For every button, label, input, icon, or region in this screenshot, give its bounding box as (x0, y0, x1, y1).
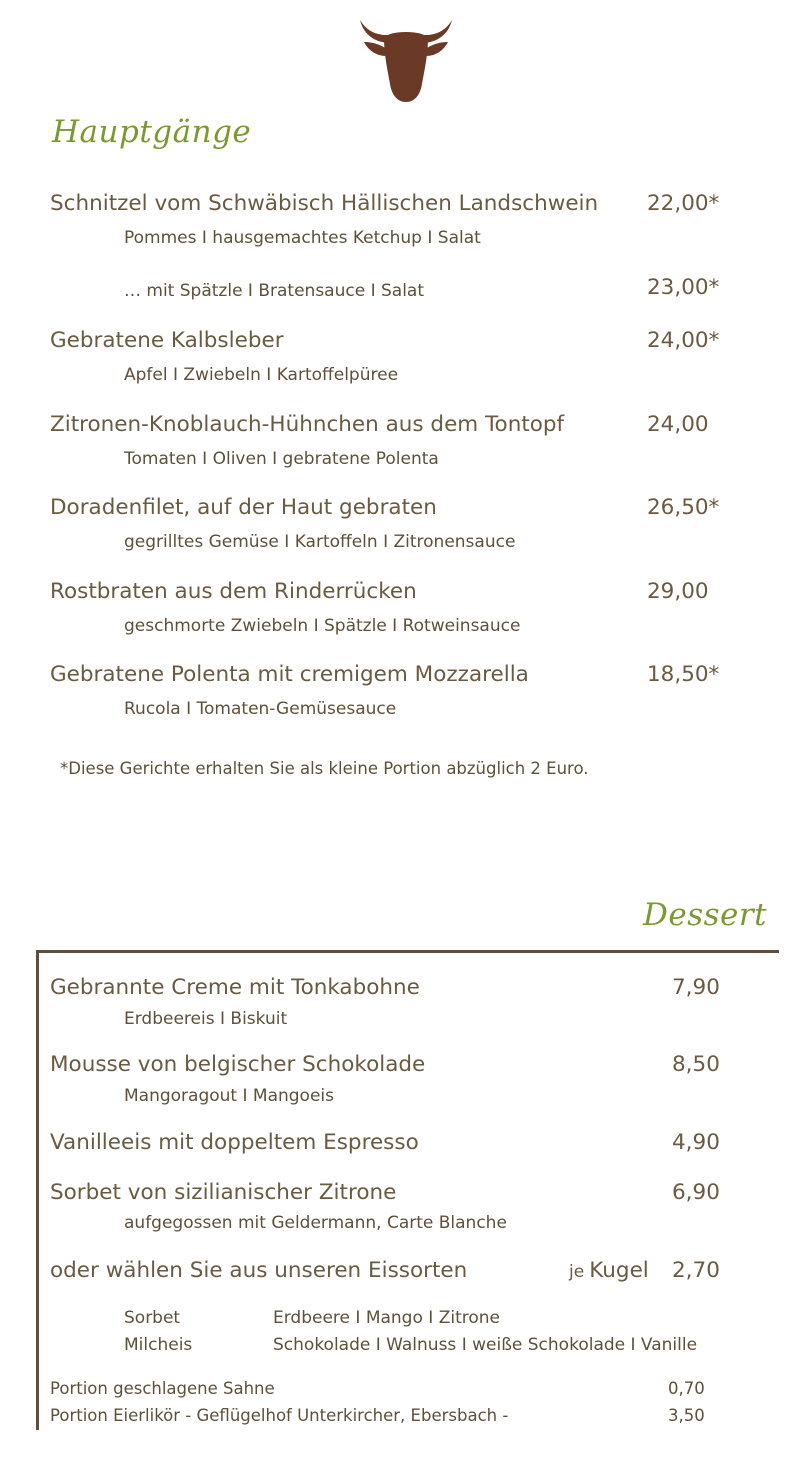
bull-head-icon (358, 16, 454, 106)
dessert-price: 8,50 (672, 1052, 720, 1077)
main-courses-title: Hauptgänge (52, 114, 252, 150)
icecream-type-label: Milcheis (124, 1335, 193, 1355)
dish-price: 29,00 (647, 579, 709, 604)
dish-price: 24,00 (647, 412, 709, 437)
dessert-name: Mousse von belgischer Schokolade (50, 1052, 426, 1077)
dish-description: Pommes I hausgemachtes Ketchup I Salat (124, 228, 481, 248)
dessert-price: 6,90 (672, 1180, 720, 1205)
small-portion-note: *Diese Gerichte erhalten Sie als kleine Portion abzüglich 2 Euro. (60, 759, 589, 778)
dish-price: 26,50* (647, 495, 720, 520)
per-scoop-prefix: je (569, 1262, 585, 1282)
dish-description: geschmorte Zwiebeln I Spätzle I Rotweinsauce (124, 616, 521, 636)
dessert-title: Dessert (643, 897, 768, 933)
icecream-price: 2,70 (672, 1258, 720, 1283)
icecream-flavors: Schokolade I Walnuss I weiße Schokolade I Vanille (273, 1335, 698, 1355)
dish-name: Rostbraten aus dem Rinderrücken (50, 579, 417, 604)
icecream-type-label: Sorbet (124, 1308, 181, 1328)
extra-item: Portion Eierlikör - Geflügelhof Unterkircher, Ebersbach - (50, 1406, 509, 1425)
per-scoop-unit: Kugel (589, 1258, 649, 1283)
dish-name: Gebratene Kalbsleber (50, 328, 284, 353)
dessert-description: Erdbeereis I Biskuit (124, 1009, 288, 1029)
dish-description: Apfel I Zwiebeln I Kartoffelpüree (124, 365, 399, 385)
dish-name: Doradenfilet, auf der Haut gebraten (50, 495, 437, 520)
dish-description: Tomaten I Oliven I gebratene Polenta (124, 449, 439, 469)
icecream-flavors: Erdbeere I Mango I Zitrone (273, 1308, 500, 1328)
dish-price: 18,50* (647, 662, 720, 687)
dessert-price: 4,90 (672, 1130, 720, 1155)
extra-price: 0,70 (668, 1379, 705, 1398)
icecream-heading: oder wählen Sie aus unseren Eissorten (50, 1258, 468, 1283)
per-scoop-label (569, 1258, 649, 1283)
dish-name: Zitronen-Knoblauch-Hühnchen aus dem Tontopf (50, 412, 565, 437)
dessert-price: 7,90 (672, 975, 720, 1000)
dessert-name: Gebrannte Creme mit Tonkabohne (50, 975, 420, 1000)
dish-description: Rucola I Tomaten-Gemüsesauce (124, 699, 397, 719)
dish-name: Schnitzel vom Schwäbisch Hällischen Landschwein (50, 191, 599, 216)
dish-variant: … mit Spätzle I Bratensauce I Salat (124, 281, 425, 301)
dish-price: 22,00* (647, 191, 720, 216)
dessert-description: Mangoragout I Mangoeis (124, 1086, 335, 1106)
dish-price: 24,00* (647, 328, 720, 353)
dish-description: gegrilltes Gemüse I Kartoffeln I Zitronensauce (124, 532, 516, 552)
extra-item: Portion geschlagene Sahne (50, 1379, 275, 1398)
dessert-description: aufgegossen mit Geldermann, Carte Blanche (124, 1213, 507, 1233)
dish-price: 23,00* (647, 275, 720, 300)
dessert-name: Sorbet von sizilianischer Zitrone (50, 1180, 397, 1205)
extra-price: 3,50 (668, 1406, 705, 1425)
dish-name: Gebratene Polenta mit cremigem Mozzarella (50, 662, 529, 687)
dessert-name: Vanilleeis mit doppeltem Espresso (50, 1130, 419, 1155)
